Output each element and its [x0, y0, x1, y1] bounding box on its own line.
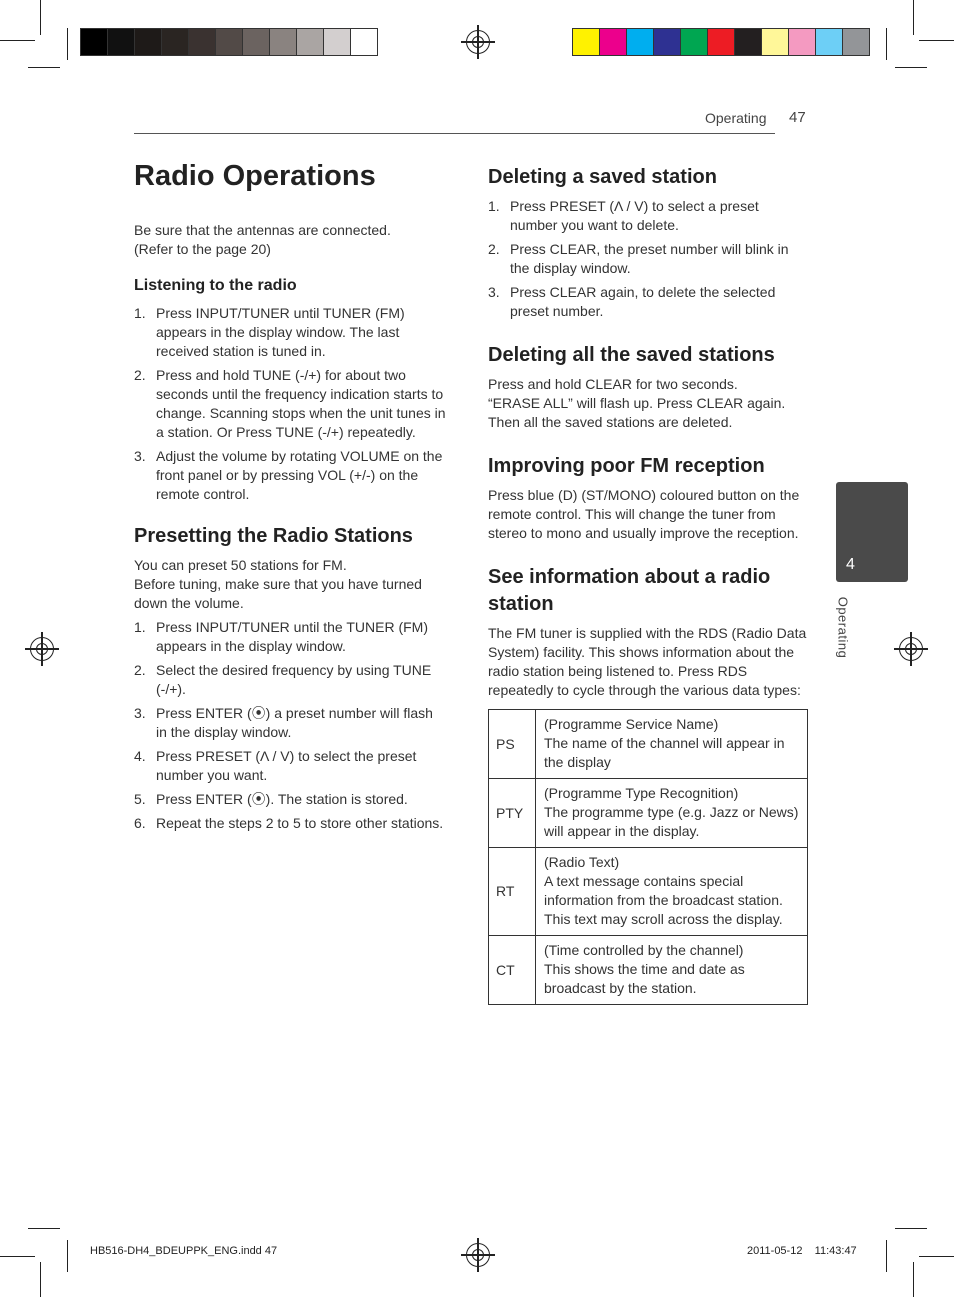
crop-mark [67, 28, 68, 60]
color-swatch [708, 29, 735, 55]
see-info-text: The FM tuner is supplied with the RDS (Radio Data System) facility. This shows information about the radio station being listened to. Press RDS repeatedly to cycle through the various data types: [488, 625, 807, 698]
color-swatch [216, 29, 243, 55]
table-row [489, 779, 808, 848]
color-swatch [189, 29, 216, 55]
intro-text: Be sure that the antennas are connected. (Refer to the page 20) [134, 222, 391, 257]
color-swatch [243, 29, 270, 55]
color-swatch [735, 29, 762, 55]
color-swatch [789, 29, 816, 55]
color-swatch [351, 29, 377, 55]
crop-mark [67, 1240, 68, 1272]
footer-timestamp: 2011-05-12 11:43:47 [747, 1245, 857, 1257]
list-item: 5. Press ENTER (⦿). The station is stored. [134, 791, 408, 807]
listening-steps [134, 304, 454, 509]
rds-code: CT [489, 936, 536, 1005]
list-item: 2. Press CLEAR, the preset number will blink in the display window. [488, 241, 789, 276]
rds-table [488, 709, 808, 1005]
deleting-all-text: Press and hold CLEAR for two seconds. “ERASE ALL” will flash up. Press CLEAR again. Then all the saved stations are deleted. [488, 376, 786, 430]
list-item: 2. Select the desired frequency by using TUNE (-/+). [134, 662, 432, 697]
chapter-label: Operating [835, 596, 851, 659]
color-swatch [108, 29, 135, 55]
heading-see-info: See information about a radio station [488, 566, 771, 615]
crop-mark [919, 40, 954, 41]
crop-mark [0, 40, 35, 41]
footer-filename: HB516-DH4_BDEUPPK_ENG.indd 47 [90, 1245, 278, 1257]
color-bar [572, 28, 870, 56]
rds-description: (Radio Text) A text message contains special information from the broadcast station. This text may scroll across the display. [536, 848, 808, 936]
color-swatch [573, 29, 600, 55]
chapter-number: 4 [846, 556, 855, 573]
heading-improving: Improving poor FM reception [488, 455, 765, 477]
color-swatch [81, 29, 108, 55]
heading-deleting-saved: Deleting a saved station [488, 166, 717, 188]
crop-mark [913, 0, 914, 35]
registration-mark-icon [466, 1243, 490, 1267]
presetting-steps [134, 618, 444, 838]
heading-listening: Listening to the radio [134, 277, 297, 294]
crop-mark [913, 1262, 914, 1297]
crop-mark [40, 0, 41, 35]
color-swatch [162, 29, 189, 55]
presetting-intro: You can preset 50 stations for FM. Before tuning, make sure that you have turned down the volume. [134, 557, 422, 611]
color-swatch [324, 29, 351, 55]
list-item: 6. Repeat the steps 2 to 5 to store other stations. [134, 815, 444, 831]
color-swatch [270, 29, 297, 55]
page-number: 47 [789, 109, 806, 126]
list-item: 3. Press CLEAR again, to delete the selected preset number. [488, 284, 776, 319]
registration-mark-icon [899, 637, 923, 661]
rds-description: (Time controlled by the channel) This shows the time and date as broadcast by the station. [536, 936, 808, 1005]
crop-mark [895, 1228, 927, 1229]
crop-mark [28, 1228, 60, 1229]
grayscale-bar [80, 28, 378, 56]
header-rule [134, 133, 775, 134]
crop-mark [40, 1262, 41, 1297]
color-swatch [654, 29, 681, 55]
list-item: 1. Press PRESET (Λ / V) to select a preset number you want to delete. [488, 198, 759, 233]
rds-code: RT [489, 848, 536, 936]
list-item: 4. Press PRESET (Λ / V) to select the preset number you want. [134, 748, 417, 783]
rds-code: PTY [489, 779, 536, 848]
improving-text: Press blue (D) (ST/MONO) coloured button on the remote control. This will change the tuner from stereo to mono and usually improve the reception. [488, 487, 800, 541]
list-item: 3. Press ENTER (⦿) a preset number will flash in the display window. [134, 705, 433, 740]
list-item: 2. Press and hold TUNE (-/+) for about two seconds until the frequency indication starts to change. Scanning stops when the unit tunes in a station. Or Press TUNE (-/+) repeatedly. [134, 367, 446, 440]
page-title: Radio Operations [134, 160, 376, 192]
heading-presetting: Presetting the Radio Stations [134, 525, 413, 547]
color-swatch [600, 29, 627, 55]
color-swatch [627, 29, 654, 55]
crop-mark [886, 1240, 887, 1272]
color-swatch [816, 29, 843, 55]
color-swatch [297, 29, 324, 55]
registration-mark-icon [466, 30, 490, 54]
crop-mark [919, 1256, 954, 1257]
table-row [489, 848, 808, 936]
list-item: 1. Press INPUT/TUNER until TUNER (FM) appears in the display window. The last received station is tuned in. [134, 305, 405, 359]
table-row [489, 710, 808, 779]
crop-mark [0, 1256, 35, 1257]
rds-description: (Programme Type Recognition) The programme type (e.g. Jazz or News) will appear in the display. [536, 779, 808, 848]
rds-code: PS [489, 710, 536, 779]
crop-mark [886, 28, 887, 60]
rds-description: (Programme Service Name) The name of the channel will appear in the display [536, 710, 808, 779]
color-swatch [681, 29, 708, 55]
heading-deleting-all: Deleting all the saved stations [488, 344, 775, 366]
crop-mark [895, 67, 927, 68]
color-swatch [135, 29, 162, 55]
deleting-saved-steps [488, 197, 810, 326]
color-swatch [843, 29, 869, 55]
registration-mark-icon [30, 637, 54, 661]
running-header-section: Operating [705, 110, 767, 126]
color-swatch [762, 29, 789, 55]
crop-mark [28, 67, 60, 68]
list-item: 1. Press INPUT/TUNER until the TUNER (FM) appears in the display window. [134, 619, 428, 654]
list-item: 3. Adjust the volume by rotating VOLUME on the front panel or by pressing VOL (+/-) on the remote control. [134, 448, 443, 502]
table-row [489, 936, 808, 1005]
